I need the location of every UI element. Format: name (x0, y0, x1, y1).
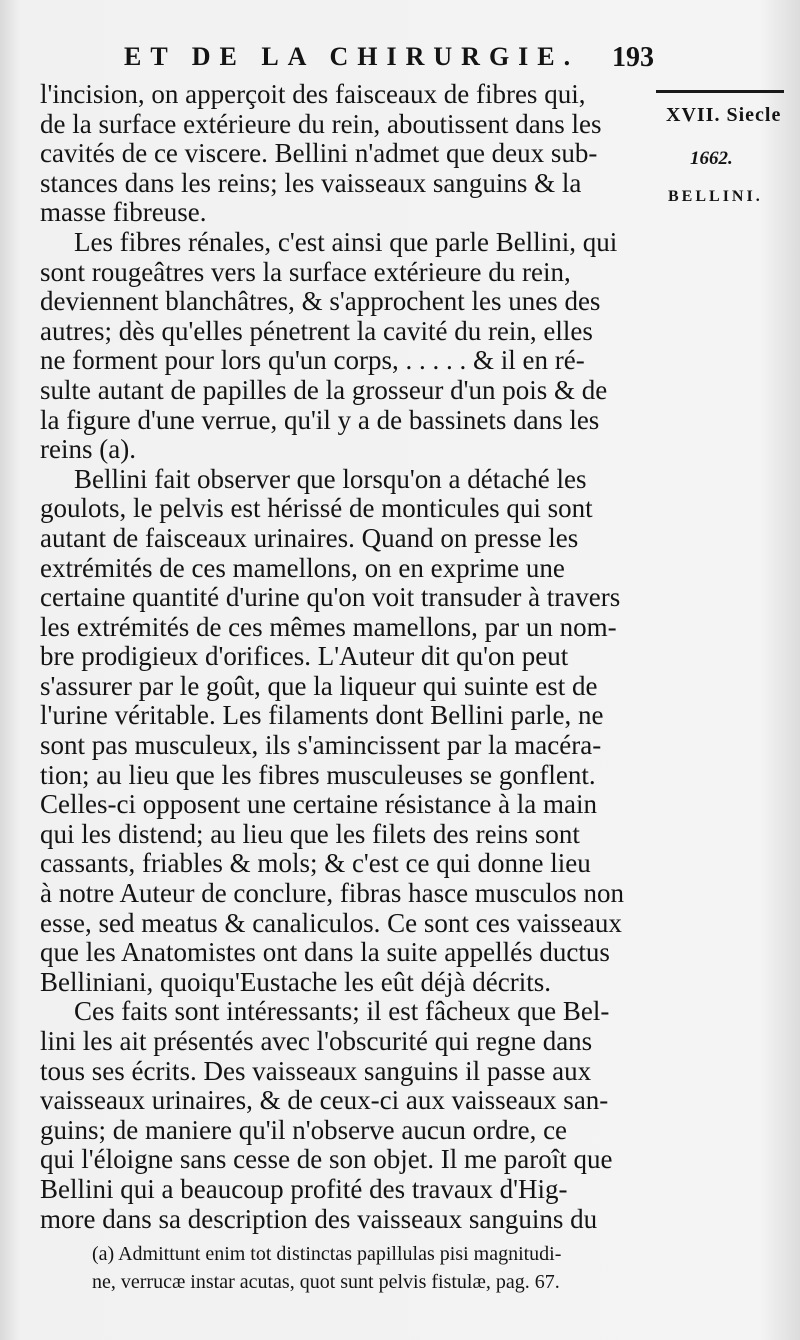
paragraph-2 (40, 228, 656, 465)
text-line: more dans sa description des vaisseaux sanguins du (40, 1204, 598, 1234)
text-line: Bellini qui a beaucoup profité des travaux d'Hig- (40, 1174, 568, 1204)
text-line: lini les ait présentés avec l'obscurité qui regne dans (40, 1027, 593, 1056)
margin-rule (656, 90, 784, 93)
margin-year: 1662. (690, 148, 733, 169)
text-line: l'urine véritable. Les filaments dont Bellini parle, ne (40, 701, 604, 731)
text-line: masse fibreuse. (40, 198, 207, 228)
text-line: sont rougeâtres vers la surface extérieure du rein, (40, 257, 571, 287)
text-line: Belliniani, quoiqu'Eustache les eût déjà décrits. (40, 967, 551, 997)
margin-author: BELLINI. (668, 188, 763, 205)
text-line: ne forment pour lors qu'un corps, . . . . . & il en ré- (40, 346, 585, 376)
text-line: qui l'éloigne sans cesse de son objet. Il me paroît que (40, 1145, 613, 1175)
footnote-line: ne, verrucæ instar acutas, quot sunt pelvis fistulæ, pag. 67. (92, 1271, 560, 1293)
text-line: Ces faits sont intéressants; il est fâcheux que Bel- (74, 997, 610, 1027)
text-line: autant de faisceaux urinaires. Quand on presse les (40, 523, 579, 553)
text-line: s'assurer par le goût, que la liqueur qui suinte est de (40, 671, 598, 701)
text-line: goulots, le pelvis est hérissé de monticules qui sont (40, 494, 593, 524)
text-line: certaine quantité d'urine qu'on voit transuder à travers (40, 583, 621, 613)
text-line: cavités de ce viscere. Bellini n'admet que deux sub- (40, 139, 598, 169)
text-line: Celles-ci opposent une certaine résistance à la main (40, 790, 598, 820)
text-line: sont pas musculeux, ils s'amincissent par la macéra- (40, 731, 602, 761)
footnote (92, 1240, 660, 1296)
text-line: de la surface extérieure du rein, aboutissent dans les (40, 109, 602, 139)
text-line: tion; au lieu que les fibres musculeuses se gonflent. (40, 760, 596, 790)
text-line: cassants, friables & mols; & c'est ce qui donne lieu (40, 849, 591, 879)
text-line: Bellini fait observer que lorsqu'on a détaché les (74, 464, 587, 494)
text-line: à notre Auteur de conclure, fibras hasce musculos non (40, 879, 625, 909)
text-line: deviennent blanchâtres, & s'approchent les unes des (40, 287, 601, 317)
page-number: 193 (612, 42, 654, 73)
margin-century: XVII. Siecle (666, 104, 782, 126)
text-line: reins (a). (40, 435, 136, 465)
text-line: l'incision, on apperçoit des faisceaux de fibres qui, (40, 80, 586, 109)
text-line: que les Anatomistes ont dans la suite appellés ductus (40, 938, 610, 968)
text-line: stances dans les reins; les vaisseaux sanguins & la (40, 168, 582, 198)
text-line: sulte autant de papilles de la grosseur d'un pois & de (40, 375, 608, 405)
main-text (40, 80, 656, 1234)
paragraph-4 (40, 997, 656, 1234)
running-head: ET DE LA CHIRURGIE. (124, 42, 580, 71)
text-line: vaisseaux urinaires, & de ceux-ci aux vaisseaux san- (40, 1086, 609, 1116)
text-line: la figure d'une verrue, qu'il y a de bassinets dans les (40, 405, 600, 435)
text-line: Les fibres rénales, c'est ainsi que parle Bellini, qui (74, 227, 618, 257)
paragraph-1 (40, 80, 656, 228)
text-line: esse, sed meatus & canaliculos. Ce sont ces vaisseaux (40, 908, 622, 938)
text-line: guins; de maniere qu'il n'observe aucun ordre, ce (40, 1115, 568, 1145)
text-line: les extrémités de ces mêmes mamellons, par un nom- (40, 612, 617, 642)
footnote-line: (a) Admittunt enim tot distinctas papillulas pisi magnitudi- (92, 1243, 562, 1265)
text-line: extrémités de ces mamellons, on en exprime une (40, 553, 565, 583)
text-line: autres; dès qu'elles pénetrent la cavité du rein, elles (40, 316, 593, 346)
page-header (110, 38, 660, 78)
text-line: bre prodigieux d'orifices. L'Auteur dit qu'on peut (40, 642, 569, 672)
text-line: tous ses écrits. Des vaisseaux sanguins il passe aux (40, 1056, 592, 1086)
text-line: qui les distend; au lieu que les filets des reins sont (40, 819, 580, 849)
paragraph-3 (40, 465, 656, 998)
